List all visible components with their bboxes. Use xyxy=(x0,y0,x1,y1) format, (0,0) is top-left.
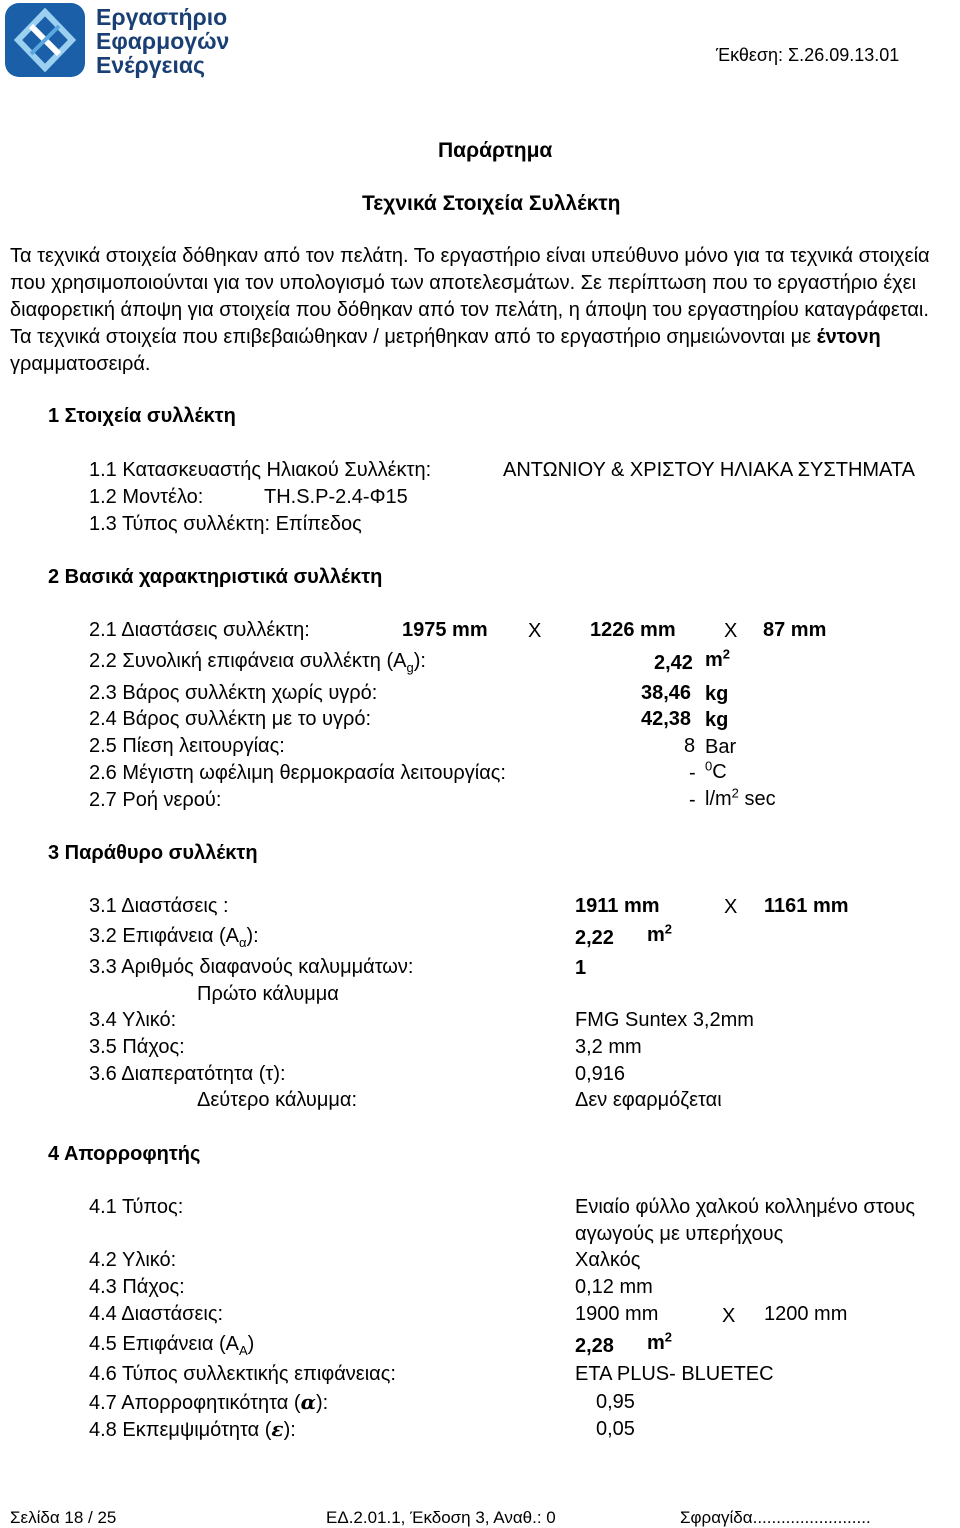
cover-thickness-label: 3.5 Πάχος: xyxy=(89,1036,185,1058)
absorber-material-label: 4.2 Υλικό: xyxy=(89,1249,177,1271)
model-value: TH.S.P-2.4-Φ15 xyxy=(264,486,408,508)
absorber-thickness-value: 0,12 mm xyxy=(575,1276,653,1298)
emittance-label: 4.8 Εκπεμψιμότητα (ε): xyxy=(89,1417,296,1441)
aperture-area-value: 2,22 xyxy=(575,927,614,949)
absorber-area-value: 2,28 xyxy=(575,1335,614,1357)
gross-area-label: 2.2 Συνολική επιφάνεια συλλέκτη $(A_g)$: xyxy=(89,650,426,675)
covers-label: 3.3 Αριθμός διαφανούς καλυμμάτων: xyxy=(89,956,414,978)
absorptance-value: 0,95 xyxy=(596,1391,635,1413)
intro-paragraph xyxy=(10,243,955,378)
second-cover-label: Δεύτερο κάλυμμα: xyxy=(197,1089,358,1111)
times-sign: X xyxy=(722,1305,736,1327)
cover-material-label: 3.4 Υλικό: xyxy=(89,1009,177,1031)
manufacturer-label: 1.1 Κατασκευαστής Ηλιακού Συλλέκτη: xyxy=(89,459,432,481)
logo-line-2: Εφαρμογών xyxy=(96,28,230,54)
transmittance-label: 3.6 Διαπερατότητα (τ): xyxy=(89,1063,286,1085)
epsilon-symbol: ε xyxy=(271,1417,284,1441)
aperture-dim-2: 1161 mm xyxy=(764,895,849,917)
dry-weight-label: 2.3 Βάρος συλλέκτη χωρίς υγρό: xyxy=(89,682,378,704)
absorber-type-value-1: Ενιαίο φύλλο χαλκού κολλημένο στους xyxy=(575,1196,916,1218)
collector-type: 1.3 Τύπος συλλέκτη: Επίπεδος xyxy=(89,513,362,535)
surface-type-value: ETA PLUS- BLUETEC xyxy=(575,1363,774,1385)
times-sign: X xyxy=(724,620,738,642)
lab-logo-mark xyxy=(4,2,86,78)
gross-area-unit: $m^2$ xyxy=(705,646,731,671)
aperture-area-label: 3.2 Επιφάνεια $(A_\alpha)$: xyxy=(89,925,259,950)
absorber-dims-label: 4.4 Διαστάσεις: xyxy=(89,1303,224,1325)
model-label: 1.2 Μοντέλο: xyxy=(89,486,204,508)
pressure-unit: Bar xyxy=(705,736,737,758)
times-sign: X xyxy=(528,620,542,642)
wet-weight-unit: kg xyxy=(705,709,729,731)
cover-material-value: FMG Suntex 3,2mm xyxy=(575,1009,754,1031)
manufacturer-value: ΑΝΤΩΝΙΟΥ & ΧΡΙΣΤΟΥ ΗΛΙΑΚΑ ΣΥΣΤΗΜΑΤΑ xyxy=(503,459,915,481)
pressure-value: 8 xyxy=(684,735,696,757)
report-id: Έκθεση: Σ.26.09.13.01 xyxy=(716,45,900,65)
wet-weight-value: 42,38 xyxy=(641,708,692,730)
page-title: Παράρτημα xyxy=(438,139,553,162)
dry-weight-unit: kg xyxy=(705,683,729,705)
absorber-material-value: Χαλκός xyxy=(575,1249,641,1271)
absorber-thickness-label: 4.3 Πάχος: xyxy=(89,1276,185,1298)
collector-dims-label: 2.1 Διαστάσεις συλλέκτη: xyxy=(89,619,310,641)
absorber-type-value-2: αγωγούς με υπερήχους xyxy=(575,1223,784,1245)
collector-dim-2: 1226 mm xyxy=(590,619,676,641)
page-subtitle: Τεχνικά Στοιχεία Συλλέκτη xyxy=(362,192,621,215)
logo-line-3: Ενέργειας xyxy=(96,52,205,78)
emittance-value: 0,05 xyxy=(596,1418,635,1440)
max-temp-unit: $^0$C xyxy=(705,758,727,783)
collector-dim-1: 1975 mm xyxy=(402,619,488,641)
intro-text-1: Τα τεχνικά στοιχεία δόθηκαν από τον πελάτη. Το εργαστήριο είναι υπεύθυνο μόνο για τα τεχνικά στοιχεία που χρησιμοποιούνται για τον υπολογισμό των αποτελεσμάτων. Σε περίπτωση που το εργαστήριο έχει διαφορετική άποψη για στοιχεία που δόθηκαν από τον πελάτη, η άποψη του εργαστηρίου καταγράφεται. Τα τεχνικά στοιχεία που επιβεβαιώθηκαν / μετρήθηκαν από το εργαστήριο σημειώνονται με xyxy=(10,245,930,348)
gross-area-value: 2,42 xyxy=(654,652,693,674)
cover-thickness-value: 3,2 mm xyxy=(575,1036,642,1058)
section-4-heading: 4 Απορροφητής xyxy=(48,1143,201,1165)
intro-text-2: γραμματοσειρά. xyxy=(10,353,151,375)
collector-dim-3: 87 mm xyxy=(763,619,827,641)
flow-label: 2.7 Ροή νερού: xyxy=(89,789,222,811)
footer-page-number: Σελίδα 18 / 25 xyxy=(10,1508,117,1527)
transmittance-value: 0,916 xyxy=(575,1063,626,1085)
section-2-heading: 2 Βασικά χαρακτηριστικά συλλέκτη xyxy=(48,566,383,588)
times-sign: X xyxy=(724,896,738,918)
absorber-dim-1: 1900 mm xyxy=(575,1303,659,1325)
absorber-area-unit: $m^2$ xyxy=(647,1329,673,1354)
absorber-area-label: 4.5 Επιφάνεια $(A_A)$ xyxy=(89,1333,255,1358)
max-temp-value: - xyxy=(689,762,696,784)
intro-bold: έντονη xyxy=(816,326,881,348)
alpha-symbol: α xyxy=(300,1390,316,1414)
surface-type-label: 4.6 Τύπος συλλεκτικής επιφάνειας: xyxy=(89,1363,396,1385)
wet-weight-label: 2.4 Βάρος συλλέκτη με το υγρό: xyxy=(89,708,372,730)
absorber-type-label: 4.1 Τύπος: xyxy=(89,1196,184,1218)
second-cover-value: Δεν εφαρμόζεται xyxy=(575,1089,722,1111)
aperture-area-unit: $m^2$ xyxy=(647,921,673,946)
pressure-label: 2.5 Πίεση λειτουργίας: xyxy=(89,735,285,757)
footer-doc-id: ΕΔ.2.01.1, Έκδοση 3, Αναθ.: 0 xyxy=(326,1508,556,1527)
aperture-dim-1: 1911 mm xyxy=(575,895,660,917)
flow-value: - xyxy=(689,789,696,811)
logo-line-1: Εργαστήριο xyxy=(96,4,228,30)
aperture-dims-label: 3.1 Διαστάσεις : xyxy=(89,895,229,917)
section-1-heading: 1 Στοιχεία συλλέκτη xyxy=(48,405,236,427)
first-cover-heading: Πρώτο κάλυμμα xyxy=(197,983,339,1005)
absorptance-label: 4.7 Απορροφητικότητα (α): xyxy=(89,1390,329,1414)
absorber-dim-2: 1200 mm xyxy=(764,1303,848,1325)
section-3-heading: 3 Παράθυρο συλλέκτη xyxy=(48,842,258,864)
dry-weight-value: 38,46 xyxy=(641,682,692,704)
covers-value: 1 xyxy=(575,957,587,979)
footer-stamp: Σφραγίδα......................... xyxy=(680,1508,871,1527)
flow-unit: $l/m^2$ sec xyxy=(705,785,776,810)
max-temp-label: 2.6 Μέγιστη ωφέλιμη θερμοκρασία λειτουργίας: xyxy=(89,762,506,784)
